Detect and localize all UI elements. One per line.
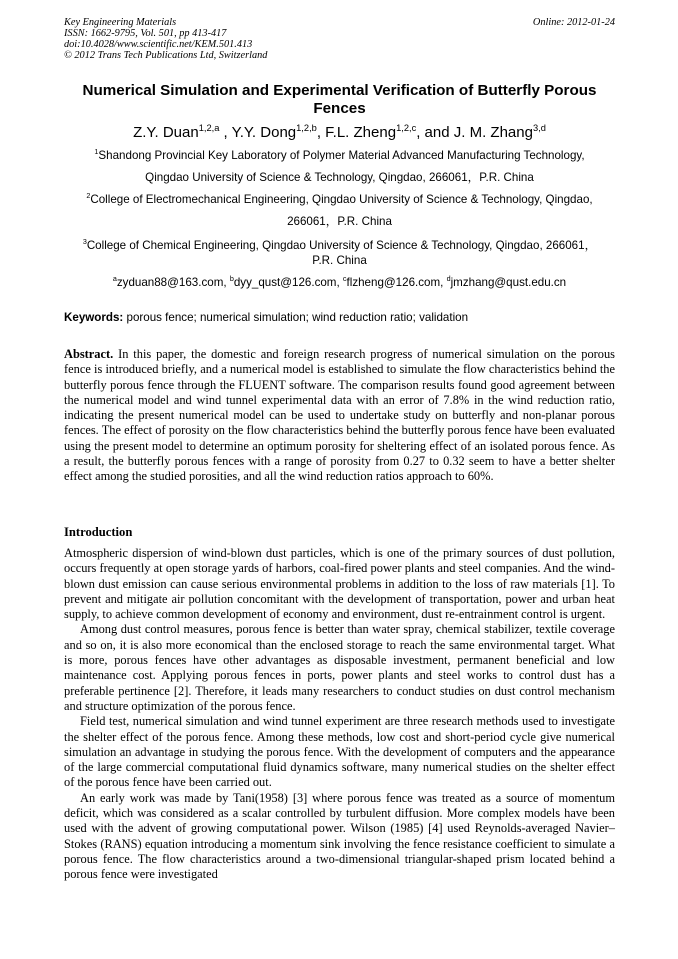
paragraph: Field test, numerical simulation and wind tunnel experiment are three research methods used to investigate the shelter effect of the porous fence. Among these methods, low cost and short-period cycle give numerical simulation an advantage in studying the porous fence. With the development of computers and the appearance of the large commercial computational fluid dynamics software, many numerical studies on the shelter effect of the porous fence have been carried out.: [64, 714, 615, 790]
email-address: dyy_qust@126.com: [233, 276, 337, 289]
journal-doi: doi:10.4028/www.scientific.net/KEM.501.413: [64, 39, 253, 50]
journal-copyright: © 2012 Trans Tech Publications Ltd, Switzerland: [64, 50, 268, 61]
keywords-text: porous fence; numerical simulation; wind reduction ratio; validation: [123, 311, 469, 324]
affiliation-1: [64, 148, 615, 186]
email-separator: ,: [440, 276, 447, 289]
introduction-body: [64, 546, 615, 883]
journal-issn: ISSN: 1662-9795, Vol. 501, pp 413-417: [64, 28, 227, 39]
author-separator: , and: [416, 124, 454, 141]
author-name: F.L. Zheng: [325, 124, 397, 141]
affiliation-line: P.R. China: [312, 254, 367, 267]
author-name: Z.Y. Duan: [133, 124, 199, 141]
affiliation-mark: 1: [94, 147, 99, 157]
affiliation-mark: 3: [82, 237, 87, 247]
affiliation-line: College of Electromechanical Engineering, Qingdao University of Science & Technology, Qingdao,: [90, 193, 593, 206]
author-name: J. M. Zhang: [453, 124, 533, 141]
email-mark: b: [229, 274, 234, 284]
paper-title: Numerical Simulation and Experimental Verification of Butterfly Porous Fences: [82, 82, 597, 117]
author-name: Y.Y. Dong: [231, 124, 297, 141]
email-mark: d: [446, 274, 451, 284]
section-heading-introduction: Introduction: [64, 525, 133, 539]
paragraph: An early work was made by Tani(1958) [3] where porous fence was treated as a source of momentum deficit, which was considered as a scalar controlled by turbulent diffusion. More complex models have been used with the advent of growing computational power. Wilson (1985) [4] used Reynolds-averaged Navier–Stokes (RANS) equation introducing a momentum sink involving the fence resistance coefficient to simulate a porous fence. The flow characteristics around a two-dimensional triangular-shaped prism located behind a porous fence were investigated: [64, 790, 615, 882]
author-separator: ,: [219, 124, 232, 141]
email-mark: c: [342, 274, 347, 284]
affiliation-line: Shandong Provincial Key Laboratory of Polymer Material Advanced Manufacturing Technology,: [98, 149, 585, 162]
email-list: [64, 276, 615, 290]
email-address: jmzhang@qust.edu.cn: [450, 276, 567, 289]
author-affiliation-mark: 1,2,b: [296, 123, 317, 133]
author-affiliation-mark: 1,2,a: [198, 123, 220, 133]
affiliation-mark: 2: [86, 191, 91, 201]
email-mark: a: [112, 274, 117, 284]
author-affiliation-mark: 1,2,c: [396, 123, 417, 133]
journal-name: Key Engineering Materials: [64, 17, 177, 28]
abstract-label: Abstract.: [64, 347, 114, 361]
email-address: zyduan88@163.com: [116, 276, 224, 289]
email-address: flzheng@126.com: [346, 276, 441, 289]
paragraph: Atmospheric dispersion of wind-blown dust particles, which is one of the primary sources of dust pollution, occurs frequently at open storage yards of harbors, coal-fired power plants and steel companies. And the wind-blown dust emission can cause serious environmental problems in addition to the loss of raw materials [1]. To prevent and mitigate air pollution concomitant with the development of transportation, power and urban heat supply, to achieve common development of economy and environment, dust re-entrainment control is urgent.: [64, 546, 615, 622]
author-list: [64, 123, 615, 143]
abstract: [64, 347, 615, 485]
author-separator: ,: [316, 124, 326, 141]
affiliation-3: [64, 238, 615, 268]
online-date: Online: 2012-01-24: [532, 17, 615, 28]
paragraph: Among dust control measures, porous fence is better than water spray, chemical stabilizer, textile coverage and so on, it is also more economical than the enclosed storage to reach the same environmental target. What is more, porous fences have other advantages as disposable investment, permanent beneficial and low maintenance cost. Applying porous fences in ports, power plants and steel works to control dust has a preferable pertinence [2]. Therefore, it leads many researchers to conduct studies on dust control mechanism and structure optimization of the porous fence.: [64, 622, 615, 713]
affiliation-line: 266061，P.R. China: [287, 215, 392, 228]
abstract-text: In this paper, the domestic and foreign research progress of numerical simulation on the porous fence is introduced briefly, and a numerical model is established to simulate the flow characteristics behind the butterfly porous fence through the FLUENT software. The comparison results found good agreement between the numerical model and wind tunnel experimental data with an error of 7.8% in the wind reduction ratio, indicating the present numerical model can be used to undertake study on butterfly and non-planar porous fences. The effect of porosity on the flow characteristics behind the butterfly porous fence have been evaluated using the present model to determine an optimum porosity for sheltering effect of an isolated porous fence. As a result, the butterfly porous fences with a range of porosity from 0.27 to 0.32 seem to have a better shelter effect among the studied porosities, and all the wind reduction ratios approach to 60%.: [64, 347, 615, 484]
affiliation-line: Qingdao University of Science & Technology, Qingdao, 266061，P.R. China: [145, 171, 534, 184]
email-separator: ,: [223, 276, 230, 289]
keywords-label: Keywords:: [64, 311, 124, 324]
affiliation-2: [64, 192, 615, 230]
keywords: [64, 311, 615, 325]
email-separator: ,: [336, 276, 343, 289]
journal-header: [64, 17, 615, 61]
affiliation-line: College of Chemical Engineering, Qingdao University of Science & Technology, Qingdao, 266061，: [86, 239, 597, 252]
author-affiliation-mark: 3,d: [532, 123, 546, 133]
